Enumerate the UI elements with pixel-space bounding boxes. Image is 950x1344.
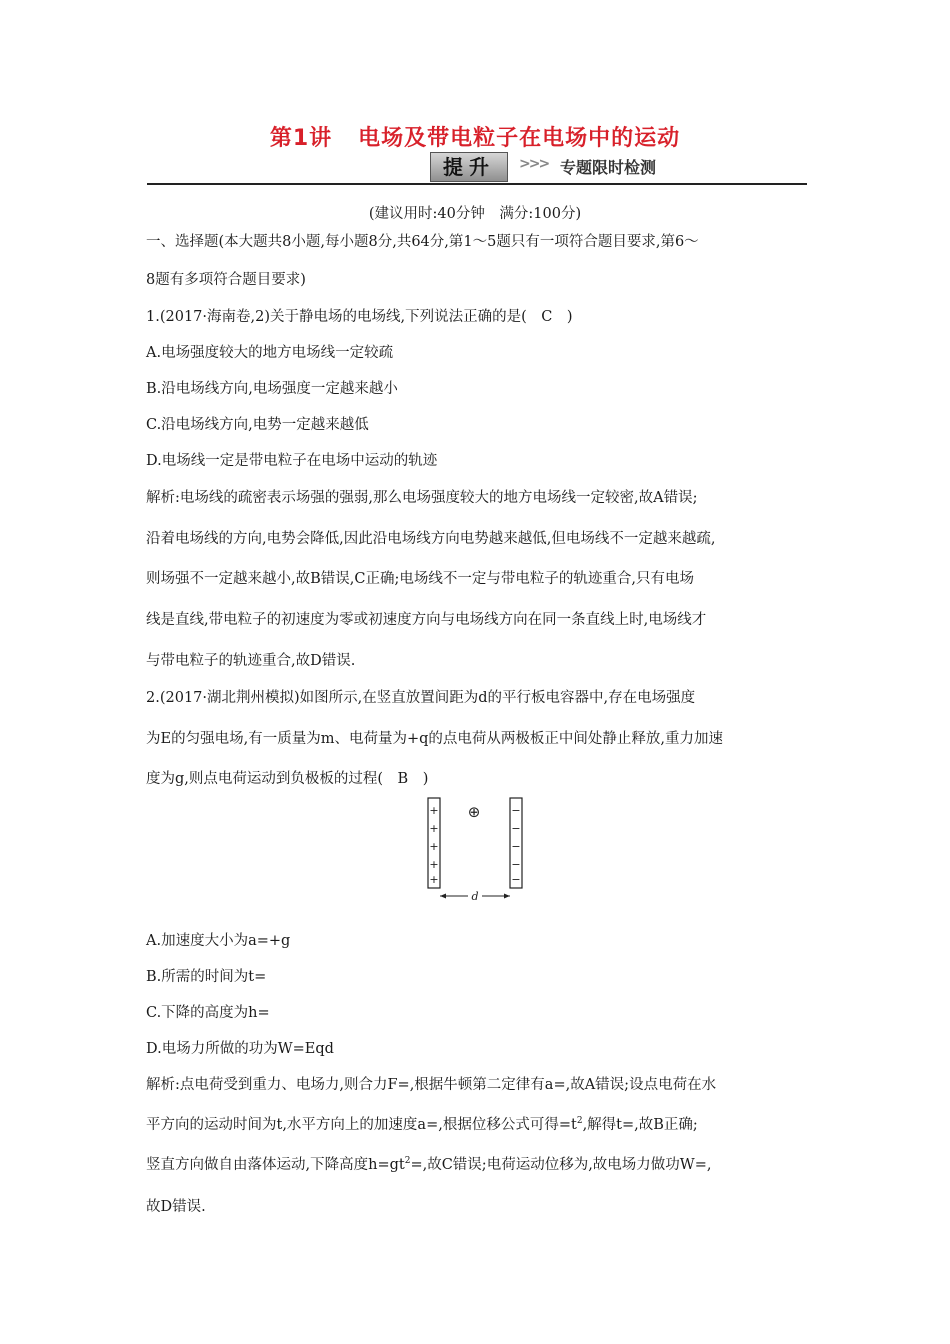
q2-option-d: D.电场力所做的功为W=Eqd	[146, 1041, 334, 1057]
negative-sign: −	[511, 873, 521, 886]
section-intro-line-1: 一、选择题(本大题共8小题,每小题8分,共64分,第1～5题只有一项符合题目要求,第6～	[146, 234, 699, 250]
q2-analysis-line-3	[146, 1153, 711, 1174]
lecture-number: 第1讲	[269, 126, 333, 151]
q2-stem-line-2: 为E的匀强电场,有一质量为m、电荷量为+q的点电荷从两极板正中间处静止释放,重力加速	[146, 731, 723, 747]
section-intro-line-2: 8题有多项符合题目要求)	[146, 272, 306, 288]
q2-stem-line-1: 2.(2017·湖北荆州模拟)如图所示,在竖直放置间距为d的平行板电容器中,存在电场强度	[146, 690, 696, 706]
q1-analysis-line-2: 沿着电场线的方向,电势会降低,因此沿电场线方向电势越来越低,但电场线不一定越来越疏,	[146, 531, 716, 547]
q1-analysis-line-1: 解析:电场线的疏密表示场强的强弱,那么电场强度较大的地方电场线一定较密,故A错误;	[146, 490, 698, 506]
banner-badge: 提升	[430, 152, 508, 182]
q2-analysis-line-1: 解析:点电荷受到重力、电场力,则合力F=,根据牛顿第二定律有a=,故A错误;设点电荷在水	[146, 1077, 717, 1093]
negative-sign: −	[511, 804, 521, 817]
q1-option-d: D.电场线一定是带电粒子在电场中运动的轨迹	[146, 453, 438, 469]
q2-analysis-line-4: 故D错误.	[146, 1199, 206, 1215]
positive-sign: +	[429, 804, 439, 817]
negative-sign: −	[511, 858, 521, 871]
q2-option-b: B.所需的时间为t=	[146, 969, 267, 985]
time-advice: (建议用时:40分钟 满分:100分)	[368, 206, 582, 222]
capacitor-figure	[426, 795, 526, 905]
q2-option-a: A.加速度大小为a=+g	[146, 933, 291, 949]
superscript: 2	[404, 1156, 411, 1167]
q1-option-a: A.电场强度较大的地方电场线一定较疏	[146, 345, 394, 361]
q2-analysis-line-2	[146, 1113, 698, 1134]
q1-stem: 1.(2017·海南卷,2)关于静电场的电场线,下列说法正确的是( C )	[146, 309, 573, 325]
positive-sign: +	[429, 822, 439, 835]
lecture-title	[0, 121, 950, 152]
banner-subtitle: 专题限时检测	[560, 158, 657, 177]
q1-analysis-line-5: 与带电粒子的轨迹重合,故D错误.	[146, 653, 356, 669]
negative-sign: −	[511, 840, 521, 853]
superscript: 2	[576, 1116, 583, 1127]
positive-sign: +	[429, 840, 439, 853]
q1-option-c: C.沿电场线方向,电势一定越来越低	[146, 417, 369, 433]
q2-analysis-line-3-b: =,故C错误;电荷运动位移为,故电场力做功W=,	[410, 1157, 712, 1173]
negative-sign: −	[511, 822, 521, 835]
q2-analysis-line-2-b: ,解得t=,故B正确;	[582, 1117, 698, 1133]
q2-analysis-line-2-a: 平方向的运动时间为t,水平方向上的加速度a=,根据位移公式可得=t	[146, 1117, 577, 1133]
q2-option-c: C.下降的高度为h=	[146, 1005, 270, 1021]
q2-stem-line-3: 度为g,则点电荷运动到负极板的过程( B )	[146, 771, 429, 787]
q2-analysis-line-3-a: 竖直方向做自由落体运动,下降高度h=gt	[146, 1157, 405, 1173]
q1-option-b: B.沿电场线方向,电场强度一定越来越小	[146, 381, 398, 397]
chevrons-icon: >>>	[519, 156, 549, 172]
q1-analysis-line-4: 线是直线,带电粒子的初速度为零或初速度方向与电场线方向在同一条直线上时,电场线才	[146, 612, 707, 628]
positive-sign: +	[429, 873, 439, 886]
lecture-topic: 电场及带电粒子在电场中的运动	[358, 126, 681, 151]
point-charge: ⊕	[467, 803, 481, 821]
banner-rule	[147, 183, 807, 185]
gap-label: d	[471, 890, 479, 903]
q1-analysis-line-3: 则场强不一定越来越小,故B错误,C正确;电场线不一定与带电粒子的轨迹重合,只有电场	[146, 571, 694, 587]
positive-sign: +	[429, 858, 439, 871]
